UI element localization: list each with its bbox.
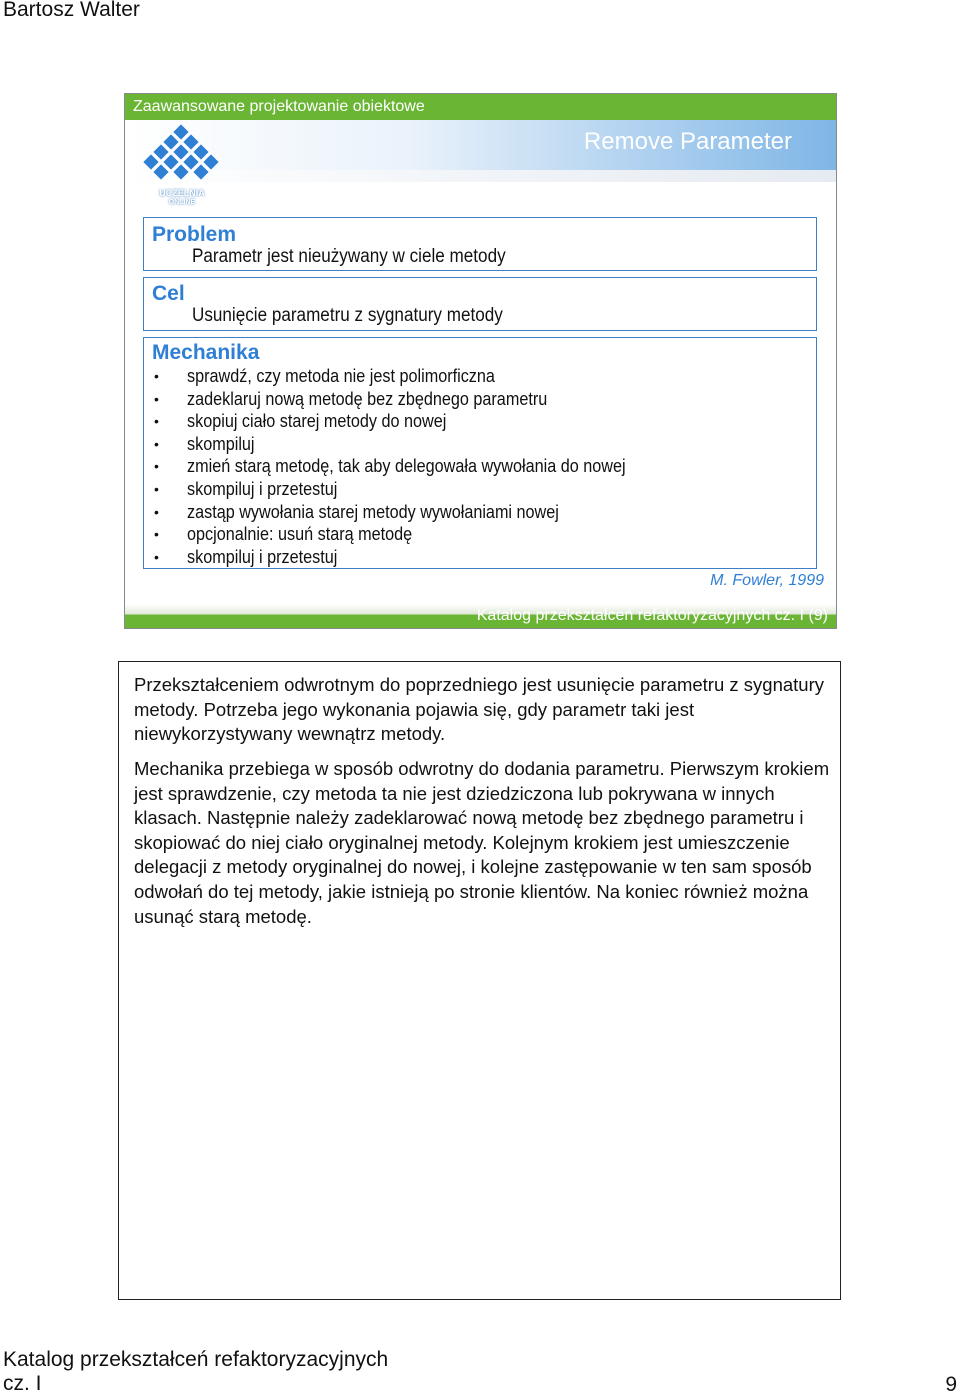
notes-box <box>118 661 841 1300</box>
page-footer-title-line2: cz. I <box>3 1372 42 1395</box>
list-item: • skopiuj ciało starej metody do nowej <box>154 411 447 432</box>
bullet-icon: • <box>154 480 159 497</box>
list-item: • skompiluj i przetestuj <box>154 546 338 567</box>
list-item: • zastąp wywołania starej metody wywołaniami nowej <box>154 501 559 522</box>
slide-title-band-shade <box>125 170 836 182</box>
logo-text <box>147 188 217 208</box>
notes-paragraph-1: Przekształceniem odwrotnym do poprzedniego jest usunięcie parametru z sygnatury metody. Potrzeba jego wykonania pojawia się, gdy parametr taki jest niewykorzystywany wewnątrz metody. <box>134 674 824 745</box>
list-item: • zmień starą metodę, tak aby delegowała wywołania do nowej <box>154 456 626 477</box>
goal-text: Usunięcie parametru z sygnatury metody <box>192 305 503 326</box>
mechanics-box <box>143 337 817 569</box>
bullet-icon: • <box>154 413 159 430</box>
page-header-author: Bartosz Walter <box>3 0 140 21</box>
logo-text-line2: ONLINE <box>168 199 196 206</box>
bullet-icon: • <box>154 503 159 520</box>
page-footer-title <box>3 1348 388 1396</box>
logo-text-line1: UCZELNIA <box>159 188 205 198</box>
list-item: • skompiluj <box>154 433 255 454</box>
list-item: • skompiluj i przetestuj <box>154 478 338 499</box>
list-item: • sprawdź, czy metoda nie jest polimorficzna <box>154 366 495 386</box>
page-number: 9 <box>945 1373 957 1396</box>
bullet-icon: • <box>154 548 159 565</box>
mechanics-heading: Mechanika <box>152 341 260 364</box>
slide <box>124 93 837 629</box>
bullet-icon: • <box>154 526 159 543</box>
slide-title: Remove Parameter <box>583 128 792 155</box>
bullet-icon: • <box>154 435 159 452</box>
list-item: • opcjonalnie: usuń starą metodę <box>154 524 413 545</box>
bullet-icon: • <box>154 368 159 384</box>
slide-course-title: Zaawansowane projektowanie obiektowe <box>125 94 836 120</box>
problem-heading: Problem <box>152 223 237 246</box>
page-footer-title-line1: Katalog przekształceń refaktoryzacyjnych <box>3 1348 389 1371</box>
bullet-icon: • <box>154 390 159 407</box>
notes-paragraph-2: Mechanika przebiega w sposób odwrotny do dodania parametru. Pierwszym krokiem jest sprawdzenie, czy metoda ta nie jest dziedziczona lub pokrywana w innych klasach. Następnie należy zadeklarować nową metodę bez zbędnego parametru i skopiować do niej ciało oryginalnej metody. Kolejnym krokiem jest umieszczenie delegacji z metody oryginalnej do nowej, i kolejne zastępowanie w ten sam sposób odwołań do tej metody, jakie istnieją po stronie klientów. Na koniec również można usunąć starą metodę. <box>134 758 830 927</box>
mechanics-step-list <box>144 365 816 568</box>
source-citation: M. Fowler, 1999 <box>710 572 824 589</box>
slide-footer: Katalog przekształceń refaktoryzacyjnych cz. I (9) <box>476 607 828 624</box>
bullet-icon: • <box>154 458 159 475</box>
problem-box <box>143 217 817 271</box>
goal-box <box>143 277 817 331</box>
list-item: • zadeklaruj nową metodę bez zbędnego parametru <box>154 388 548 409</box>
problem-text: Parametr jest nieużywany w ciele metody <box>192 246 506 267</box>
goal-heading: Cel <box>152 282 185 305</box>
